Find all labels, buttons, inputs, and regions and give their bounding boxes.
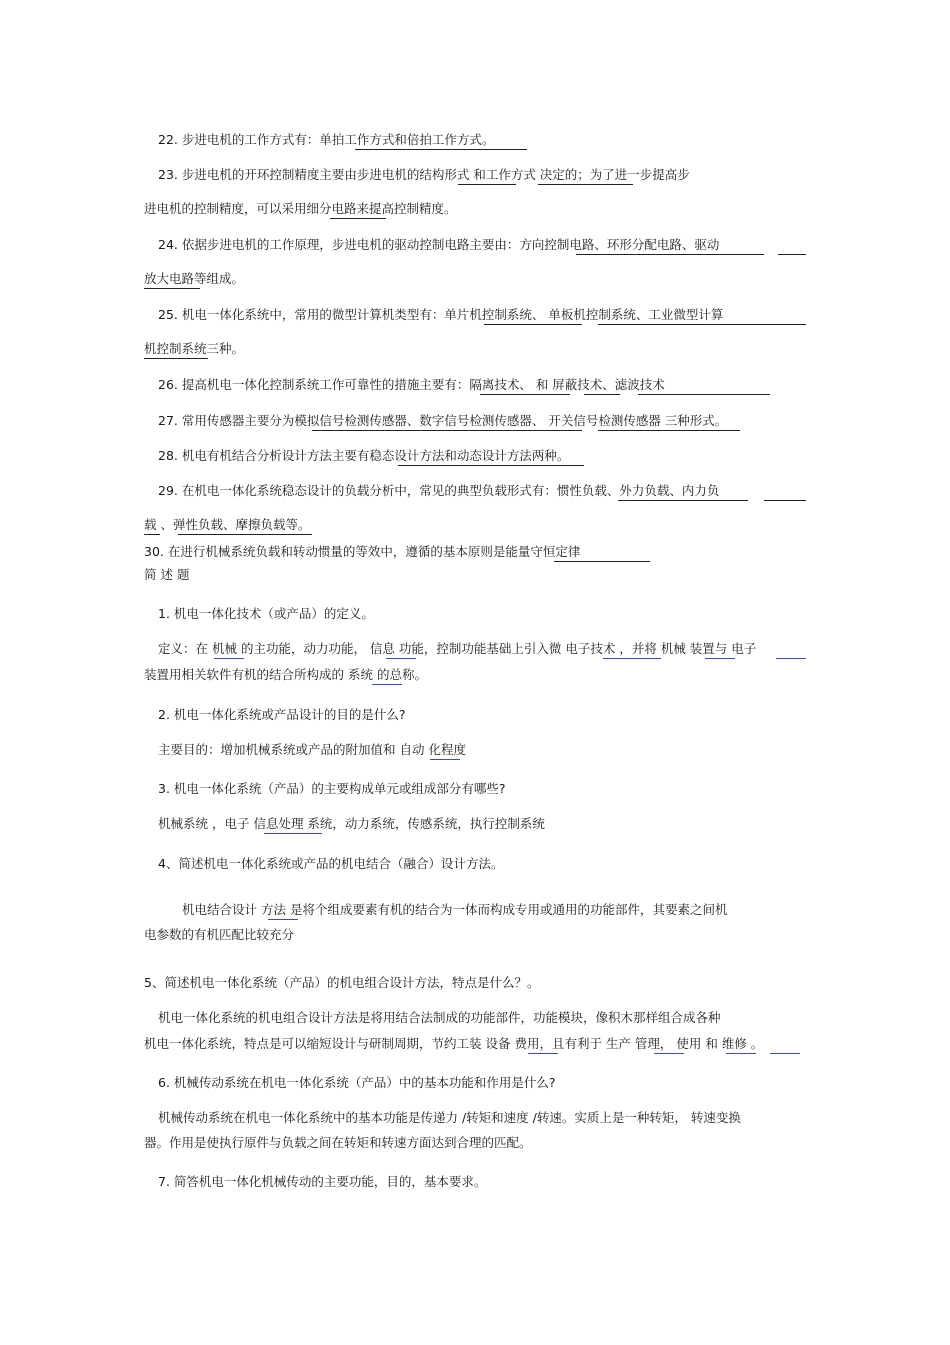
- underline: [598, 324, 806, 325]
- question-29-line2: 载 、弹性负载、摩擦负载等。: [144, 517, 311, 532]
- underline: [584, 394, 620, 395]
- short-answer-4-line1: 机电结合设计 方法 是将个组成要素有机的结合为一体而构成专用或通用的功能部件，其要素之间机: [182, 902, 728, 917]
- blank-underline: [214, 658, 244, 659]
- blank-underline: [603, 658, 661, 659]
- short-answer-6-line2: 器。作用是使执行原件与负载之间在转矩和转速方面达到合理的匹配。: [144, 1135, 532, 1150]
- short-question-3: 3. 机电一体化系统（产品）的主要构成单元或组成部分有哪些?: [158, 781, 506, 796]
- short-question-2: 2. 机电一体化系统或产品设计的目的是什么?: [158, 707, 406, 722]
- short-question-7: 7. 简答机电一体化机械传动的主要功能，目的，基本要求。: [158, 1174, 487, 1189]
- blank-underline: [386, 658, 416, 659]
- underline: [458, 184, 516, 185]
- short-answer-6-line1: 机械传动系统在机电一体化系统中的基本功能是传递力 /转矩和速度 /转速。实质上是一种转矩， 转速变换: [158, 1110, 741, 1125]
- short-answer-1-line1: 定义：在 机械 的主功能，动力功能， 信息 功能，控制功能基础上引入微 电子技术 ，并将 机械 装置与 电子: [158, 641, 757, 656]
- short-answer-5-line2: 机电一体化系统，特点是可以缩短设计与研制周期，节约工装 设备 费用，且有利于 生产 管理， 使用 和 维修 。: [144, 1036, 764, 1051]
- blank-underline: [372, 684, 402, 685]
- underline: [554, 561, 650, 562]
- underline: [764, 500, 806, 501]
- underline: [778, 254, 806, 255]
- blank-underline: [264, 833, 322, 834]
- short-answer-2: 主要目的：增加机械系统或产品的附加值和 自动 化程度: [158, 742, 466, 757]
- blank-underline: [726, 1053, 756, 1054]
- short-question-6: 6. 机械传动系统在机电一体化系统（产品）中的基本功能和作用是什么?: [158, 1075, 556, 1090]
- underline: [576, 254, 764, 255]
- underline: [355, 149, 527, 150]
- short-question-1: 1. 机电一体化技术（或产品）的定义。: [158, 606, 374, 621]
- question-25-line2: 机控制系统三种。: [144, 341, 245, 356]
- question-30: 30. 在进行机械系统负载和转动惯量的等效中，遵循的基本原则是能量守恒定律: [144, 544, 581, 559]
- underline: [312, 430, 582, 431]
- underline: [480, 394, 570, 395]
- short-answer-1-line2: 装置用相关软件有机的结合所构成的 系统 的总称。: [144, 667, 427, 682]
- underline: [398, 465, 584, 466]
- blank-underline: [770, 1053, 800, 1054]
- section-title: 简 述 题: [144, 567, 190, 582]
- underline: [330, 218, 386, 219]
- underline: [638, 394, 770, 395]
- question-24-line1: 24. 依据步进电机的工作原理，步进电机的驱动控制电路主要由：方向控制电路、环形分配电路、驱动: [158, 237, 720, 252]
- underline: [178, 534, 312, 535]
- question-26: 26. 提高机电一体化控制系统工作可靠性的措施主要有：隔离技术、 和 屏蔽技术、滤波技术: [158, 377, 665, 392]
- short-answer-4-line2: 电参数的有机匹配比较充分: [144, 927, 295, 942]
- short-question-4: 4、简述机电一体化系统或产品的机电结合（融合）设计方法。: [158, 856, 504, 871]
- question-28: 28. 机电有机结合分析设计方法主要有稳态设计方法和动态设计方法两种。: [158, 448, 570, 463]
- blank-underline: [528, 1053, 558, 1054]
- question-22: 22. 步进电机的工作方式有：单拍工作方式和倍拍工作方式。: [158, 132, 495, 147]
- blank-underline: [268, 919, 298, 920]
- blank-underline: [654, 1053, 684, 1054]
- underline: [618, 500, 748, 501]
- short-answer-5-line1: 机电一体化系统的机电组合设计方法是将用结合法制成的功能部件，功能模块，像积木那样组合成各种: [158, 1010, 721, 1025]
- underline: [484, 324, 582, 325]
- underline: [144, 358, 208, 359]
- question-24-line2: 放大电路等组成。: [144, 271, 245, 286]
- question-29-line1: 29. 在机电一体化系统稳态设计的负载分析中，常见的典型负载形式有：惯性负载、外力负载、内力负: [158, 483, 720, 498]
- underline: [144, 288, 200, 289]
- short-answer-3: 机械系统 ，电子 信息处理 系统，动力系统，传感系统，执行控制系统: [158, 816, 545, 831]
- blank-underline: [705, 658, 735, 659]
- blank-underline: [430, 759, 460, 760]
- question-27: 27. 常用传感器主要分为模拟信号检测传感器、数字信号检测传感器、 开关信号检测传感器 三种形式。: [158, 413, 728, 428]
- short-question-5: 5、简述机电一体化系统（产品）的机电组合设计方法，特点是什么？。: [144, 975, 540, 990]
- question-25-line1: 25. 机电一体化系统中，常用的微型计算机类型有：单片机控制系统、 单板机控制系统、工业微型计算: [158, 307, 724, 322]
- blank-underline: [776, 658, 806, 659]
- underline: [598, 430, 740, 431]
- question-23-line1: 23. 步进电机的开环控制精度主要由步进电机的结构形式 和工作方式 决定的；为了进一步提高步: [158, 167, 690, 182]
- question-23-line2: 进电机的控制精度，可以采用细分电路来提高控制精度。: [144, 201, 457, 216]
- underline: [144, 534, 160, 535]
- underline: [538, 184, 633, 185]
